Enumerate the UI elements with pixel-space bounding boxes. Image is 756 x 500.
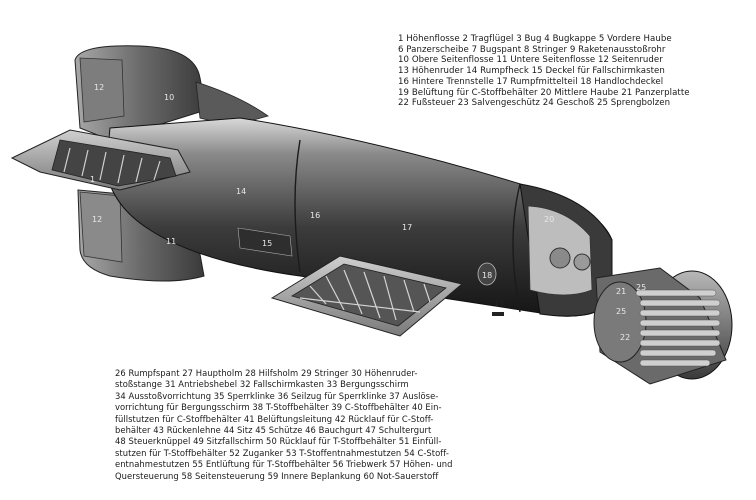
legend-line: behälter 43 Rückenlehne 44 Sitz 45 Schütze 46 Bauchgurt 47 Schultergurt	[115, 425, 432, 436]
part-label: 18	[482, 271, 493, 280]
legend-line: 26 Rumpfspant 27 Hauptholm 28 Hilfsholm 29 Stringer 30 Höhenruder-	[115, 368, 418, 378]
part-label: 10	[164, 93, 175, 102]
part-label: 25	[616, 307, 627, 316]
nose-cutaway	[520, 184, 732, 384]
legend-line: 13 Höhenruder 14 Rumpfheck 15 Deckel für Fallschirmkasten	[398, 66, 665, 77]
legend-line: 1 Höhenflosse 2 Tragflügel 3 Bug 4 Bugkappe 5 Vordere Haube	[398, 34, 672, 44]
part-label: 1	[90, 175, 96, 184]
part-label: 17	[402, 223, 413, 232]
part-label: 12	[94, 83, 105, 92]
part-label: 21	[616, 287, 627, 296]
legend-top	[398, 34, 690, 109]
legend-line: 48 Steuerknüppel 49 Sitzfallschirm 50 Rücklauf für T-Stoffbehälter 51 Einfüll-	[115, 436, 442, 447]
legend-line: 10 Obere Seitenflosse 11 Untere Seitenflosse 12 Seitenruder	[398, 55, 663, 66]
part-label: 11	[166, 237, 177, 246]
part-label: 12	[92, 215, 103, 224]
part-label: 25	[636, 283, 647, 292]
part-label: 16	[310, 211, 321, 220]
legend-line: 16 Hintere Trennstelle 17 Rumpfmittelteil 18 Handlochdeckel	[398, 76, 664, 87]
legend-line: stutzen für T-Stoffbehälter 52 Zuganker 53 T-Stoffentnahmestutzen 54 C-Stoff-	[115, 447, 449, 458]
legend-line: 34 Ausstoßvorrichtung 35 Sperrklinke 36 Seilzug für Sperrklinke 37 Auslöse-	[115, 390, 439, 401]
legend-line: füllstutzen für C-Stoffbehälter 41 Belüftungsleitung 42 Rücklauf für C-Stoff-	[115, 413, 434, 424]
legend-line: vorrichtung für Bergungsschirm 38 T-Stoffbehälter 39 C-Stoffbehälter 40 Ein-	[115, 402, 442, 413]
legend-line: Quersteuerung 58 Seitensteuerung 59 Innere Beplankung 60 Not-Sauerstoff	[115, 470, 439, 481]
legend-line: entnahmestutzen 55 Entlüftung für T-Stoffbehälter 56 Triebwerk 57 Höhen- und	[115, 459, 453, 470]
legend-line: stoßstange 31 Antriebshebel 32 Fallschirmkasten 33 Bergungsschirm	[115, 379, 409, 390]
legend-bottom	[115, 368, 453, 482]
legend-line: 22 Fußsteuer 23 Salvengeschütz 24 Geschoß 25 Sprengbolzen	[398, 98, 671, 109]
part-label: 19	[494, 299, 505, 308]
part-label: 15	[262, 239, 273, 248]
part-label: 14	[236, 187, 247, 196]
part-label: 20	[544, 215, 555, 224]
legend-line: 6 Panzerscheibe 7 Bugspant 8 Stringer 9 Raketenausstoßrohr	[398, 44, 666, 55]
legend-line: 19 Belüftung für C-Stoffbehälter 20 Mittlere Haube 21 Panzerplatte	[398, 87, 690, 98]
part-label: 22	[620, 333, 631, 342]
